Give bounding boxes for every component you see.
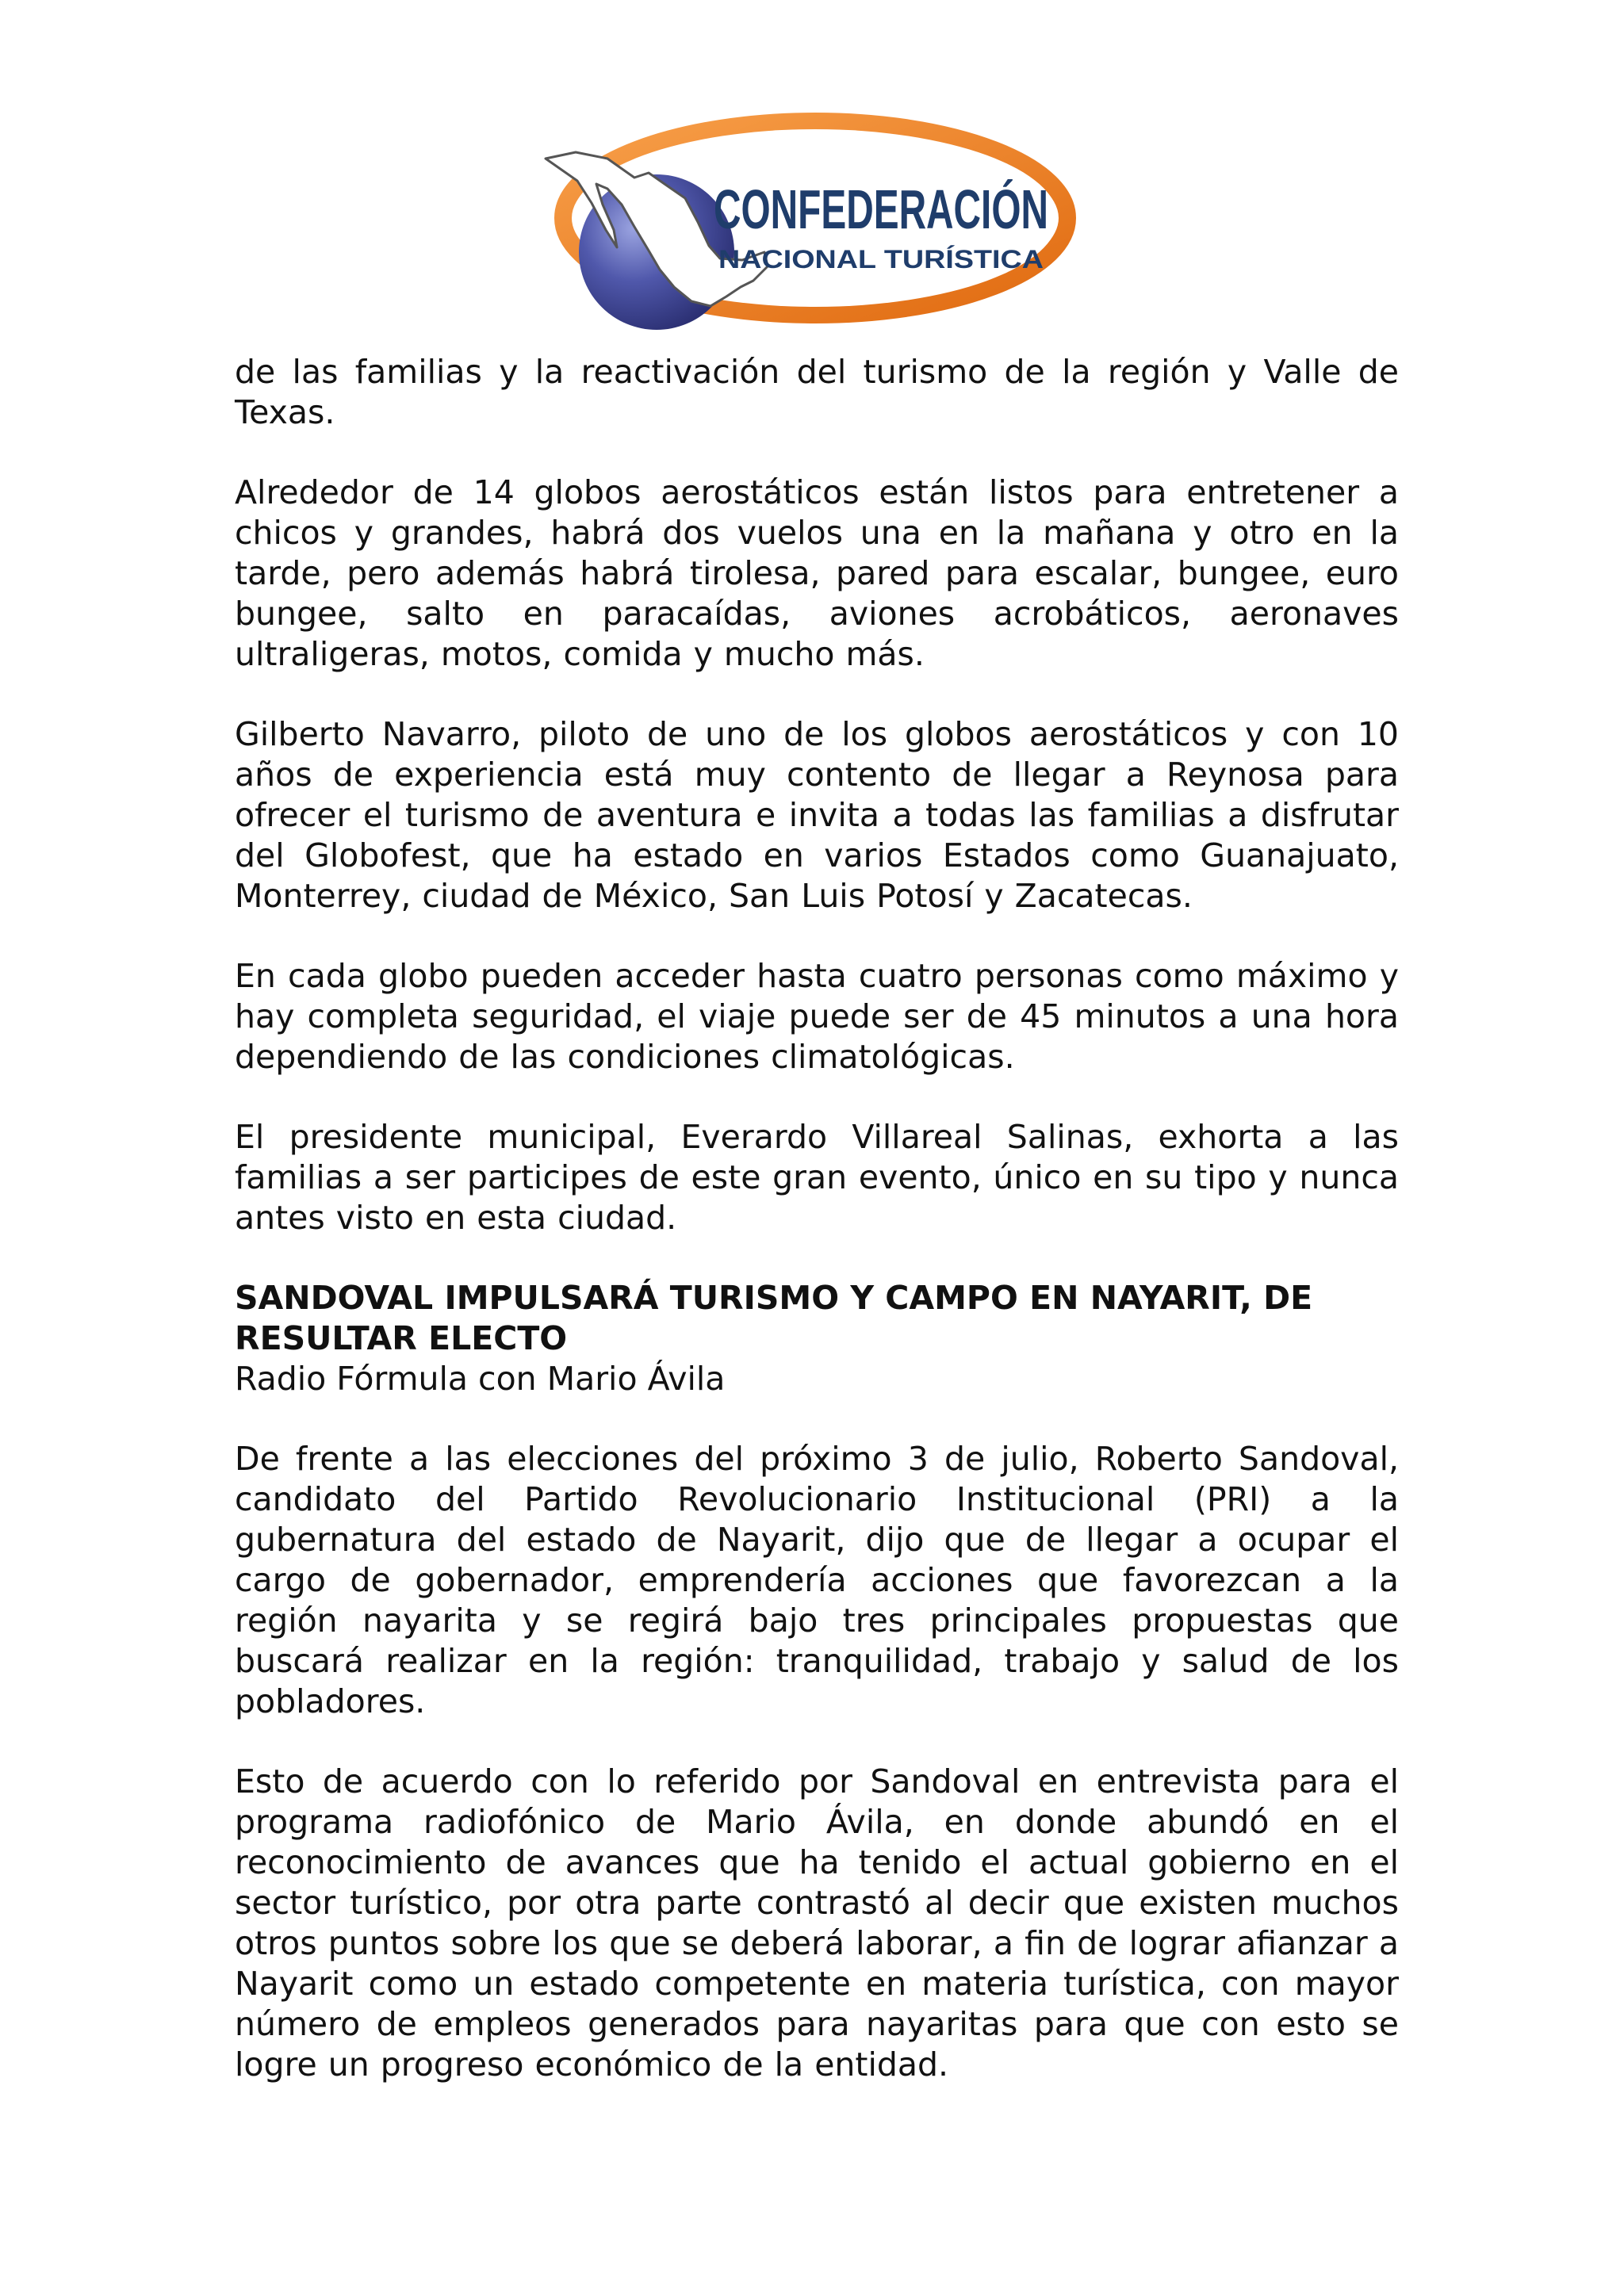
article1-paragraph-2: Alrededor de 14 globos aerostáticos están listos para entretener a chicos y grandes, habrá dos vuelos una en la mañana y otro en la tarde, pero además habrá tirolesa, pared para escalar, bungee, euro bungee, salto en paracaídas, aviones acrobáticos, aeronaves ultraligeras, motos, comida y mucho más. [235, 473, 1399, 673]
confederacion-logo [530, 111, 1085, 341]
article1-paragraph-3: Gilberto Navarro, piloto de uno de los globos aerostáticos y con 10 años de experiencia está muy contento de llegar a Reynosa para ofrecer el turismo de aventura e invita a todas las familias a disfrutar del Globofest, que ha estado en varios Estados como Guanajuato, Monterrey, ciudad de México, San Luis Potosí y Zacatecas. [235, 715, 1399, 915]
logo-title: CONFEDERACIÓN [714, 178, 1048, 240]
document-body [235, 352, 1399, 2085]
article1-paragraph-1: de las familias y la reactivación del turismo de la región y Valle de Texas. [235, 353, 1399, 431]
article2-paragraph-2: Esto de acuerdo con lo referido por Sandoval en entrevista para el programa radiofónico de Mario Ávila, en donde abundó en el reconocimiento de avances que ha tenido el actual gobierno en el sector turístico, por otra parte contrastó al decir que existen muchos otros puntos sobre los que se deberá laborar, a fin de lograr afianzar a Nayarit como un estado competente en materia turística, con mayor número de empleos generados para nayaritas para que con esto se logre un progreso económico de la entidad. [235, 1762, 1399, 2084]
article2-paragraph-1: De frente a las elecciones del próximo 3 de julio, Roberto Sandoval, candidato del Partido Revolucionario Institucional (PRI) a la gubernatura del estado de Nayarit, dijo que de llegar a ocupar el cargo de gobernador, emprendería acciones que favorezcan a la región nayarita y se regirá bajo tres principales propuestas que buscará realizar en la región: tranquilidad, trabajo y salud de los pobladores. [235, 1440, 1399, 1720]
article2-headline: SANDOVAL IMPULSARÁ TURISMO Y CAMPO EN NAYARIT, DE RESULTAR ELECTO [235, 1279, 1313, 1357]
logo-graphic [530, 111, 1085, 341]
article1-paragraph-4: En cada globo pueden acceder hasta cuatro personas como máximo y hay completa seguridad, el viaje puede ser de 45 minutos a una hora dependiendo de las condiciones climatológicas. [235, 957, 1399, 1076]
article1-paragraph-5: El presidente municipal, Everardo Villareal Salinas, exhorta a las familias a ser participes de este gran evento, único en su tipo y nunca antes visto en esta ciudad. [235, 1118, 1399, 1237]
logo-subtitle: NACIONAL TURÍSTICA [718, 245, 1044, 274]
article2-source: Radio Fórmula con Mario Ávila [235, 1360, 726, 1398]
